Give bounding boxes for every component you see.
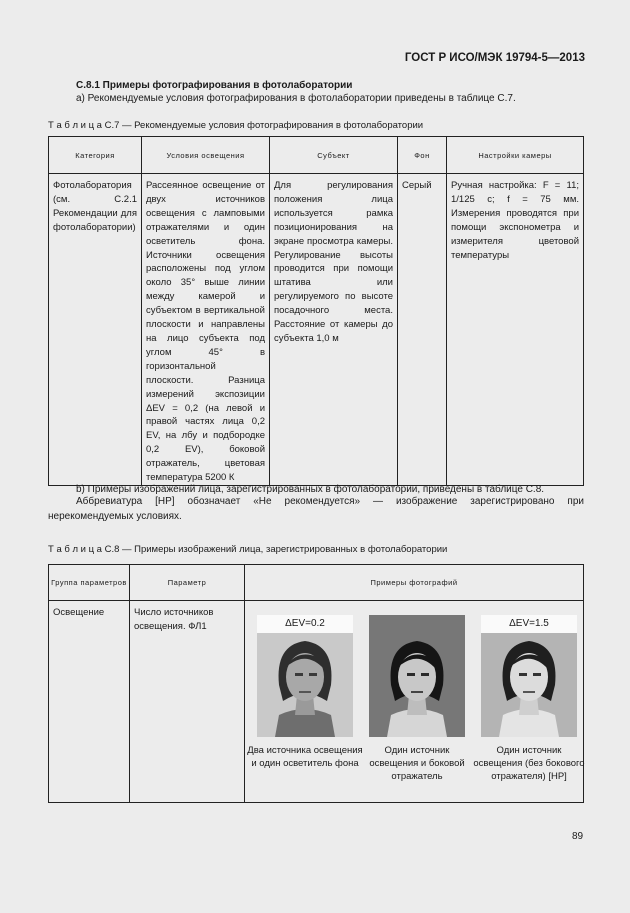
table8-cell-group: Освещение [49,601,130,803]
table7-header-lighting: Условия освещения [142,137,270,174]
page-number: 89 [572,831,584,842]
table7-cell-category: Фотолаборатория (см. С.2.1 Рекомендации для фотолаборатории) [49,174,142,486]
table7 [48,136,584,486]
table7-header-row [49,137,584,174]
ev-label: ΔEV=1.5 [481,615,577,633]
face-photo-3 [481,615,577,737]
photo-caption-1: Два источника освещения и один осветитель фона [247,745,363,769]
table7-cell-camera: Ручная настройка: F = 11; 1/125 с; f = 75 мм. Измерения проводятся при помощи экспонометра и измерителя цветовой температуры [447,174,584,486]
table7-header-subject: Субъект [270,137,398,174]
table7-caption: Т а б л и ц а С.7 — Рекомендуемые условия фотографирования в фотолаборатории [48,120,424,131]
table8-header-row [49,565,584,601]
paragraph-a: а) Рекомендуемые условия фотографирования в фотолаборатории приведены в таблице С.7. [76,93,516,104]
photo-caption-3: Один источник освещения (без бокового отражателя) [НР] [473,745,585,782]
table7-cell-subject: Для регулирования положения лица используется рамка позиционирования на экране просмотра камеры. Регулирование высоты проводится при помощи штатива или регулируемого по высоте посадочного места. Расстояние от камеры до субъекта 1,0 м [270,174,398,486]
table8-header-parameter: Параметр [130,565,245,601]
section-title: C.8.1 Примеры фотографирования в фотолаборатории [76,80,353,91]
standard-header: ГОСТ Р ИСО/МЭК 19794-5—2013 [404,52,585,64]
table-row [49,174,584,486]
paragraph-c: Аббревиатура [НР] обозначает «Не рекомендуется» — изображение зарегистрировано при нерекомендуемых условиях. [48,496,584,522]
table7-header-camera: Настройки камеры [447,137,584,174]
table7-header-background: Фон [398,137,447,174]
face-photo-1 [257,615,353,737]
table8-header-group: Группа параметров [49,565,130,601]
face-illustration [481,615,577,737]
table7-cell-lighting: Рассеянное освещение от двух источников освещения с ламповыми отражателями и один осветитель фона. Источники освещения расположены под углом около 35° выше линии между камерой и субъектом в вертикальной плоскости и направлены на лицо субъекта под углом 45° в горизонтальной плоскости. Разница измерений экспозиции ΔEV = 0,2 (на левой и правой частях лица 0,2 EV, на лбу и подбородке 0,2 EV), боковой отражатель, цветовая температура 5200 К [142,174,270,486]
ev-label: ΔEV=0.2 [257,615,353,633]
photo-caption-2: Один источник освещения и боковой отражатель [369,745,465,782]
table7-header-category: Категория [49,137,142,174]
table8-caption: Т а б л и ц а С.8 — Примеры изображений лица, зарегистрированных в фотолаборатории [48,544,448,555]
table8-cell-parameter: Число источников освещения. ФЛ1 [130,601,245,803]
table8-header-photos: Примеры фотографий [245,565,584,601]
face-illustration [369,615,465,737]
table7-cell-background: Серый [398,174,447,486]
paragraph-b: b) Примеры изображений лица, зарегистрированных в фотолаборатории, приведены в таблице С.8. [76,484,545,495]
face-photo-2 [369,615,465,737]
face-illustration [257,615,353,737]
